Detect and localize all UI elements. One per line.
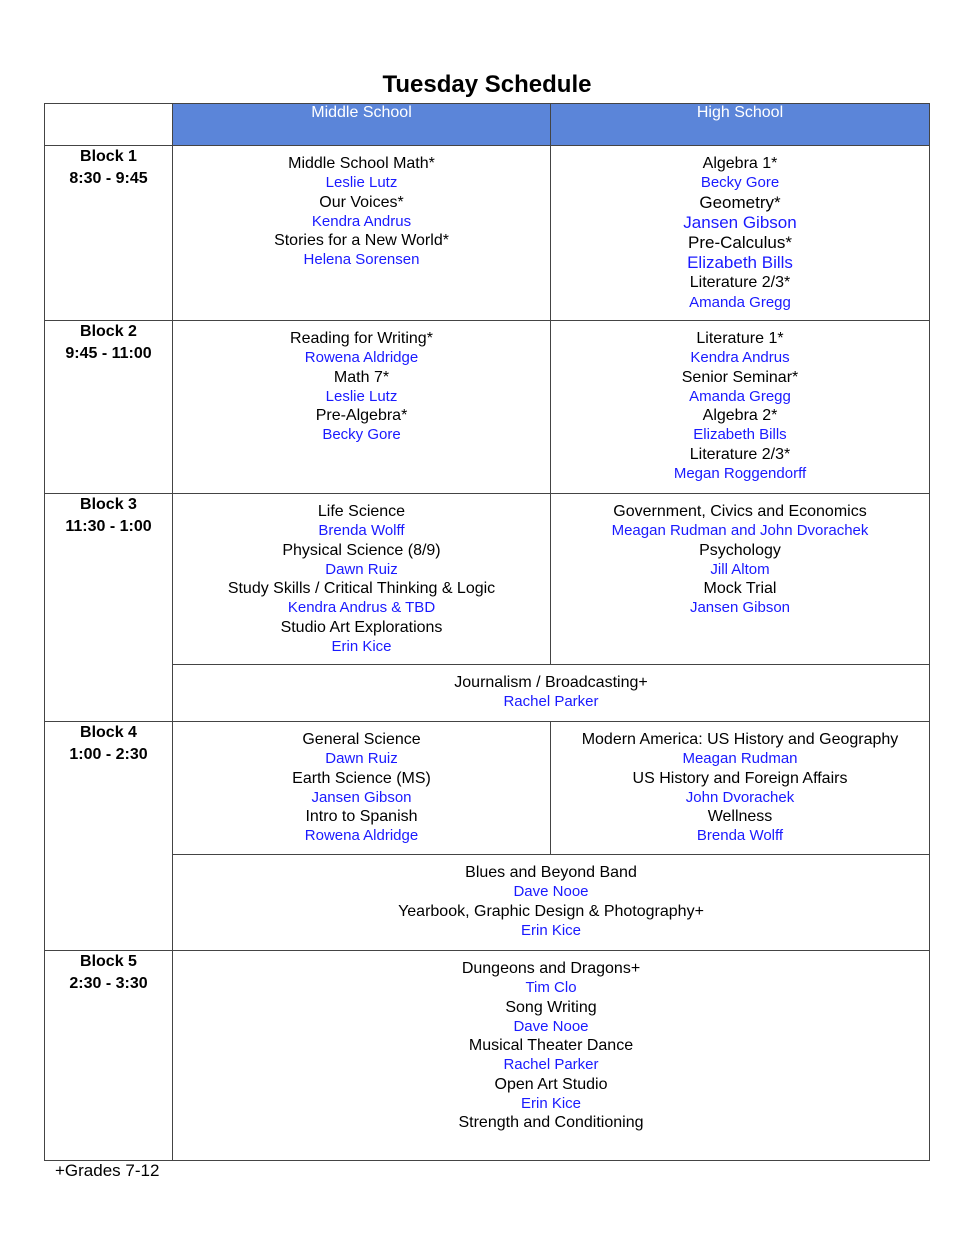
course-name: Wellness (707, 808, 773, 826)
shared-cell (173, 951, 930, 1161)
course-name: Intro to Spanish (305, 808, 418, 826)
course-name: US History and Foreign Affairs (632, 769, 848, 787)
course-name: Our Voices* (319, 193, 404, 211)
high-school-cell (551, 722, 930, 855)
course-name: Math 7* (333, 368, 390, 386)
teacher-name: Rachel Parker (503, 1056, 599, 1074)
teacher-name: Erin Kice (331, 638, 392, 656)
teacher-name: Rowena Aldridge (304, 349, 419, 367)
teacher-name: Elizabeth Bills (693, 426, 787, 444)
block-label (45, 722, 173, 951)
middle-school-cell (173, 146, 551, 321)
course-name: Literature 2/3* (689, 445, 791, 463)
teacher-name: Jansen Gibson (311, 788, 412, 806)
header-corner (45, 104, 173, 146)
footnote: +Grades 7-12 (55, 1161, 160, 1180)
course-name: Earth Science (MS) (292, 769, 431, 787)
course-name: Yearbook, Graphic Design & Photography+ (398, 902, 704, 920)
block-3-row (45, 494, 930, 665)
block-4-row (45, 722, 930, 855)
course-name: Open Art Studio (494, 1075, 608, 1093)
course-name: Literature 2/3* (689, 274, 791, 292)
header-row (45, 104, 930, 146)
block-label (45, 494, 173, 722)
teacher-name: Tim Clo (525, 979, 577, 997)
teacher-name: Erin Kice (520, 921, 582, 939)
teacher-name: Jill Altom (710, 560, 770, 578)
teacher-name: Kendra Andrus & TBD (287, 599, 436, 617)
block-time: 1:00 - 2:30 (69, 746, 148, 763)
header-high-school: High School (551, 104, 930, 146)
block-name: Block 5 (80, 953, 137, 970)
course-name: Dungeons and Dragons+ (461, 960, 641, 977)
teacher-name: Dave Nooe (513, 1017, 589, 1035)
course-name: Strength and Conditioning (458, 1114, 644, 1132)
high-school-cell (551, 494, 930, 665)
shared-cell (173, 855, 930, 951)
teacher-name: Elizabeth Bills (687, 253, 793, 273)
block-name: Block 2 (80, 323, 137, 340)
course-name: Stories for a New World* (274, 232, 449, 250)
course-name: Physical Science (8/9) (282, 541, 441, 559)
course-name: Study Skills / Critical Thinking & Logic (227, 580, 496, 598)
block-5-row (45, 951, 930, 1161)
page-title: Tuesday Schedule (382, 71, 592, 98)
course-name: Senior Seminar* (681, 368, 799, 386)
teacher-name: Leslie Lutz (325, 387, 398, 405)
course-name: Journalism / Broadcasting+ (454, 674, 648, 691)
course-name: Modern America: US History and Geography (581, 731, 899, 748)
teacher-name: Becky Gore (700, 174, 780, 192)
middle-school-cell (173, 321, 551, 494)
teacher-name: Kendra Andrus (311, 212, 412, 230)
block-time: 9:45 - 11:00 (65, 345, 152, 362)
high-school-cell (551, 146, 930, 321)
schedule-table (44, 103, 930, 1161)
course-name: Musical Theater Dance (468, 1037, 634, 1055)
block-name: Block 3 (80, 496, 137, 513)
middle-school-cell (173, 494, 551, 665)
course-name: Life Science (317, 503, 406, 520)
teacher-name: John Dvorachek (685, 788, 795, 806)
teacher-name: Leslie Lutz (325, 174, 398, 192)
teacher-name: Kendra Andrus (690, 349, 790, 367)
block-name: Block 1 (80, 148, 137, 165)
teacher-name: Dawn Ruiz (325, 560, 398, 578)
teacher-name: Amanda Gregg (689, 293, 791, 311)
teacher-name: Meagan Rudman and John Dvorachek (611, 522, 869, 540)
block-time: 2:30 - 3:30 (69, 975, 148, 992)
teacher-name: Meagan Rudman (682, 750, 798, 768)
course-name: Psychology (699, 541, 781, 559)
shared-cell (173, 665, 930, 722)
block-label (45, 146, 173, 321)
course-name: Geometry* (699, 192, 781, 212)
course-name: Studio Art Explorations (280, 618, 443, 636)
course-name: Government, Civics and Economics (613, 503, 867, 520)
block-label (45, 321, 173, 494)
block-label (45, 951, 173, 1161)
header-middle-school: Middle School (173, 104, 551, 146)
course-name: Pre-Calculus* (688, 233, 792, 252)
teacher-name: Erin Kice (520, 1095, 582, 1113)
teacher-name: Becky Gore (322, 426, 401, 444)
teacher-name: Dawn Ruiz (325, 750, 398, 768)
teacher-name: Amanda Gregg (689, 387, 791, 405)
course-name: Blues and Beyond Band (465, 864, 637, 881)
teacher-name: Rowena Aldridge (304, 827, 419, 845)
course-name: Reading for Writing* (290, 330, 433, 347)
course-name: Algebra 1* (702, 155, 778, 172)
high-school-cell (551, 321, 930, 494)
block-1-row (45, 146, 930, 321)
teacher-name: Brenda Wolff (696, 827, 784, 845)
course-name: Literature 1* (696, 330, 784, 347)
block-time: 8:30 - 9:45 (69, 170, 148, 187)
course-name: General Science (302, 731, 421, 748)
teacher-name: Megan Roggendorff (673, 465, 807, 483)
teacher-name: Jansen Gibson (683, 212, 797, 232)
block-name: Block 4 (80, 724, 137, 741)
block-2-row (45, 321, 930, 494)
block-3-shared-row (45, 665, 930, 722)
course-name: Middle School Math* (288, 155, 435, 172)
course-name: Song Writing (505, 998, 597, 1016)
block-time: 11:30 - 1:00 (65, 518, 152, 535)
course-name: Algebra 2* (702, 407, 778, 425)
teacher-name: Rachel Parker (503, 693, 599, 711)
course-name: Mock Trial (703, 580, 777, 598)
teacher-name: Jansen Gibson (689, 599, 791, 617)
middle-school-cell (173, 722, 551, 855)
teacher-name: Helena Sorensen (303, 251, 420, 269)
teacher-name: Dave Nooe (513, 883, 589, 901)
teacher-name: Brenda Wolff (318, 522, 405, 540)
block-4-shared-row (45, 855, 930, 951)
course-name: Pre-Algebra* (315, 407, 408, 425)
